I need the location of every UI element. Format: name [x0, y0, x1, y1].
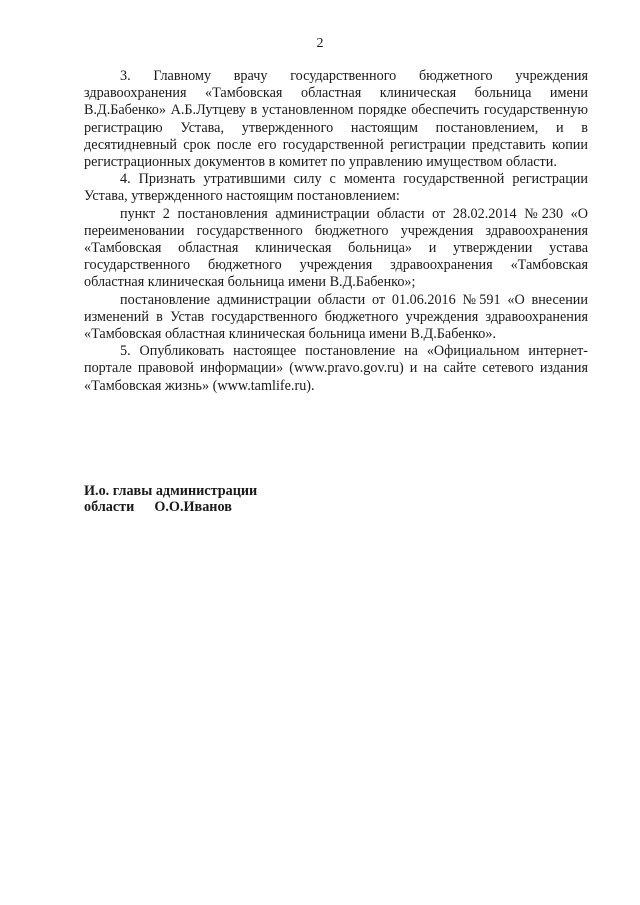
signatory-name: О.О.Иванов	[154, 499, 232, 515]
signature-block	[84, 483, 257, 515]
paragraph-4: 4. Признать утратившими силу с момента государственной регистрации Устава, утвержденного настоящим постановлением:	[84, 171, 588, 205]
signature-line-2	[84, 499, 257, 515]
signature-region: области	[84, 499, 135, 515]
document-body	[84, 68, 588, 395]
paragraph-5: 5. Опубликовать настоящее постановление на «Официальном интернет-портале правовой информации» (www.pravo.gov.ru) и на сайте сетевого издания «Тамбовская жизнь» (www.tamlife.ru).	[84, 343, 588, 394]
paragraph-3: 3. Главному врачу государственного бюджетного учреждения здравоохранения «Тамбовская областная клиническая больница имени В.Д.Бабенко» А.Б.Лутцеву в установленном порядке обеспечить государственную регистрацию Устава, утвержденного настоящим постановлением, и в десятидневный срок после его государственной регистрации представить копии регистрационных документов в комитет по управлению имуществом области.	[84, 68, 588, 171]
page-number: 2	[316, 36, 324, 51]
paragraph-4-item-1: пункт 2 постановления администрации области от 28.02.2014 №230 «О переименовании государственного бюджетного учреждения здравоохранения «Тамбовская областная клиническая больница» и утверждении устава государственного бюджетного учреждения здравоохранения «Тамбовская областная клиническая больница имени В.Д.Бабенко»;	[84, 205, 588, 291]
signature-position: И.о. главы администрации	[84, 483, 258, 499]
paragraph-4-item-2: постановление администрации области от 01.06.2016 №591 «О внесении изменений в Устав государственного бюджетного учреждения здравоохранения «Тамбовская областная клиническая больница имени В.Д.Бабенко».	[84, 291, 588, 343]
